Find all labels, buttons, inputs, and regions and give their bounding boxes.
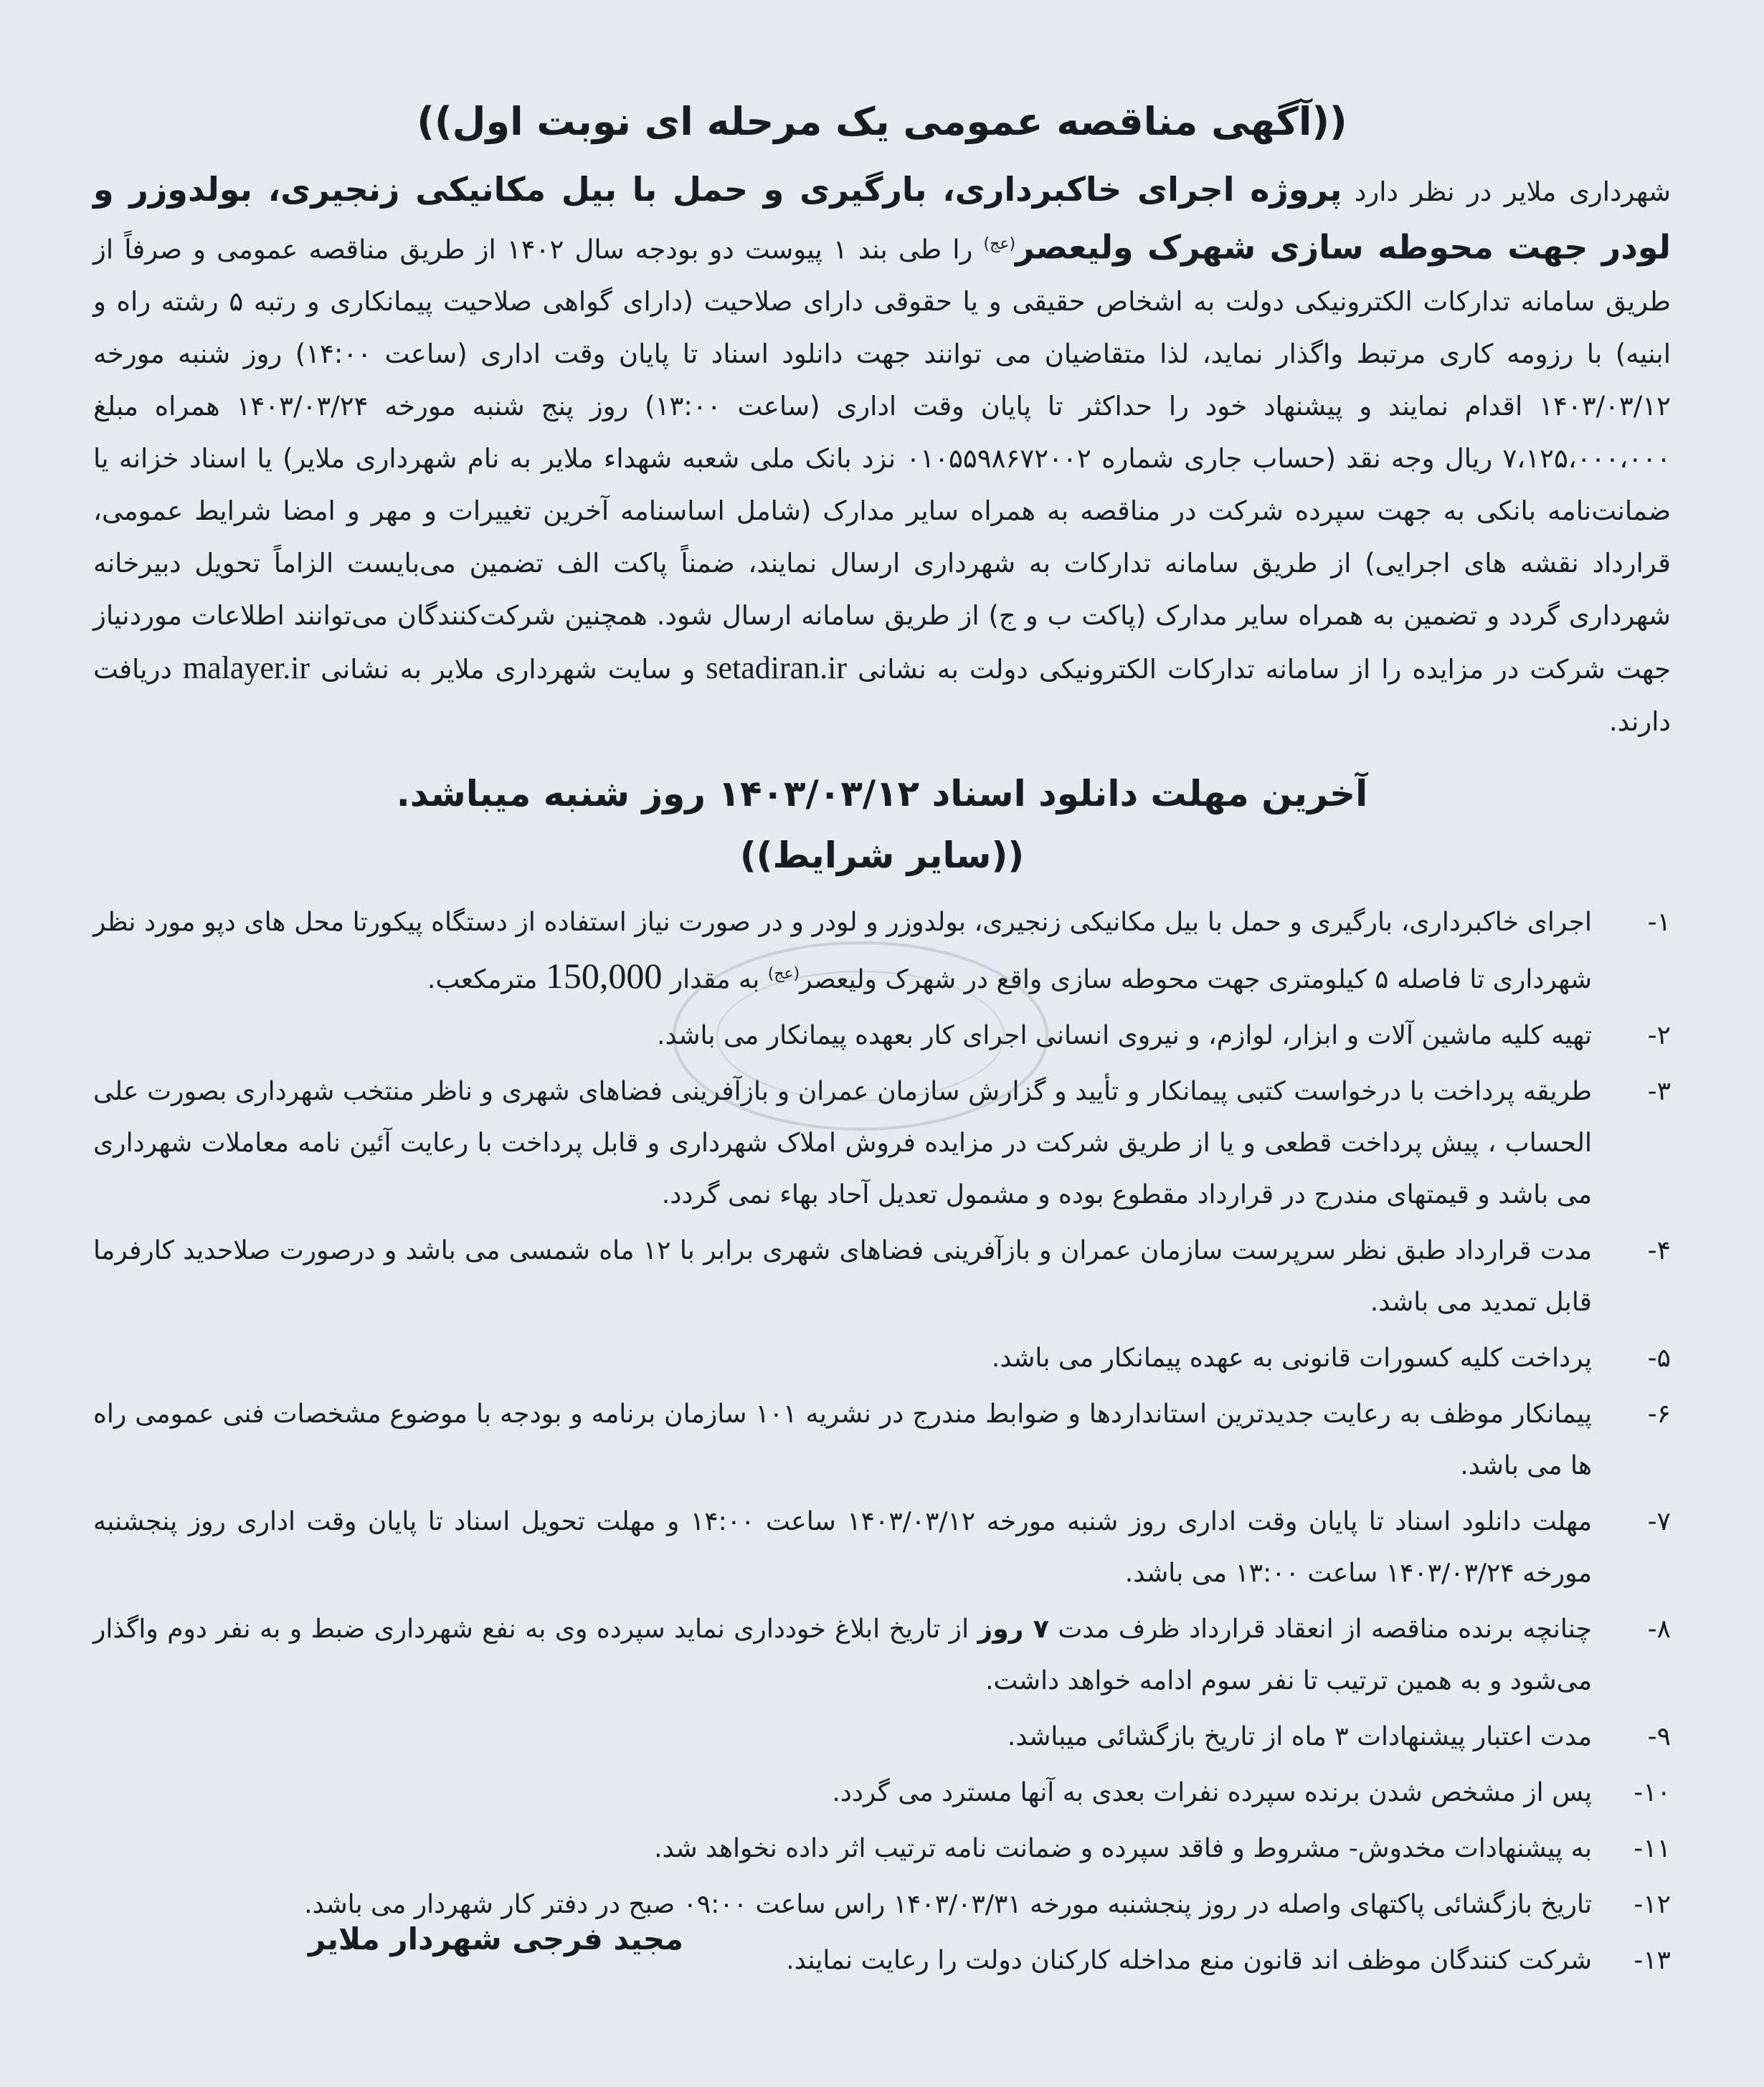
condition-text: پرداخت کلیه کسورات قانونی به عهده پیمانکار می باشد. <box>991 1344 1592 1374</box>
condition-text <box>93 897 1592 1006</box>
condition-text <box>93 1604 1592 1707</box>
condition-text-b: به مقدار <box>662 965 768 995</box>
condition-text: مدت اعتبار پیشنهادات ۳ ماه از تاریخ بازگشائی میباشد. <box>1007 1722 1592 1752</box>
condition-text-b: از تاریخ ابلاغ خودداری نماید سپرده وی به نفع شهرداری ضبط و به نفر دوم واگذار می‌شود و به همین ترتیب تا نفر سوم ادامه خواهد داشت. <box>93 1615 1592 1696</box>
condition-number: ۲- <box>1647 1021 1671 1051</box>
condition-text: مهلت دانلود اسناد تا پایان وقت اداری روز شنبه مورخه ۱۴۰۳/۰۳/۱۲ ساعت ۱۴:۰۰ و مهلت تحویل اسناد تا پایان وقت اداری روز پنجشنبه مورخه ۱۴۰۳/۰۳/۲۴ ساعت ۱۳:۰۰ می باشد. <box>93 1507 1592 1589</box>
condition-text-a: اجرای خاکبرداری، بارگیری و حمل با بیل مکانیکی زنجیری، بولدوزر و لودر و در صورت نیاز استفاده از دستگاه پیکورتا محل های دپو مورد نظر شهرداری تا فاصله ۵ کیلومتری جهت محوطه سازی واقع در شهرک ولیعصر <box>93 908 1592 995</box>
condition-item <box>93 1823 1671 1875</box>
condition-text: مدت قرارداد طبق نظر سرپرست سازمان عمران و بازآفرینی فضاهای شهری برابر با ۱۲ ماه شمسی می باشد و درصورت صلاحدید کارفرما قابل تمدید می باشد. <box>93 1236 1592 1318</box>
notice-title: ((آگهی مناقصه عمومی یک مرحله ای نوبت اول)) <box>417 99 1347 144</box>
intro-p1: شهرداری ملایر در نظر دارد <box>1342 176 1671 207</box>
condition-item <box>93 1496 1671 1599</box>
condition-number: ۱۳- <box>1633 1946 1671 1976</box>
signature: مجید فرجی شهردار ملایر <box>308 1921 684 1957</box>
intro-paragraph <box>93 163 1671 748</box>
condition-item <box>93 1389 1671 1492</box>
condition-text: تاریخ بازگشائی پاکتهای واصله در روز پنجشنبه مورخه ۱۴۰۳/۰۳/۳۱ راس ساعت ۰۹:۰۰ صبح در دفتر کار شهردار می باشد. <box>304 1890 1592 1920</box>
condition-text-a: چنانچه برنده مناقصه از انعقاد قرارداد ظرف مدت <box>1048 1615 1593 1645</box>
condition-text: طریقه پرداخت با درخواست کتبی پیمانکار و تأیید و گزارش سازمان عمران و بازآفرینی فضاهای شهری و ناظر منتخب شهرداری بصورت علی الحساب ، پیش پرداخت قطعی و یا از طریق شرکت در مزایده فروش املاک شهرداری و قابل پرداخت با رعایت آئین نامه معاملات شهرداری می باشد و قیمتهای مندرج در قرارداد مقطوع بوده و مشمول تعدیل آحاد بهاء نمی گردد. <box>93 1077 1592 1210</box>
condition-number: ۷- <box>1647 1507 1671 1537</box>
condition-sup: (عج) <box>767 965 800 984</box>
condition-number: ۹- <box>1647 1722 1671 1752</box>
intro-p2: را طی بند ۱ پیوست دو بودجه سال ۱۴۰۲ از طریق مناقصه عمومی و صرفاً از طریق سامانه تدارکات الکترونیکی دولت به اشخاص حقیقی و یا حقوقی دارای صلاحیت (دارای گواهی صلاحیت پیمانکاری و رتبه ۵ رشته راه و ابنیه) با رزومه کاری مرتبط واگذار نماید، لذا متقاضیان می توانند جهت دانلود اسناد تا پایان وقت اداری (ساعت ۱۴:۰۰) روز شنبه مورخه ۱۴۰۳/۰۳/۱۲ اقدام نمایند و پیشنهاد خود را حداکثر تا پایان وقت اداری (ساعت ۱۳:۰۰) روز پنج شنبه مورخه ۱۴۰۳/۰۳/۲۴ همراه مبلغ ۷،۱۲۵،۰۰۰،۰۰۰ ریال وجه نقد (حساب جاری شماره ۰۱۰۵۵۹۸۶۷۲۰۰۲ نزد بانک ملی شعبه شهداء ملایر به نام شهرداری ملایر) یا اسناد خزانه یا ضمانت‌نامه بانکی به جهت سپرده شرکت در مناقصه به همراه سایر مدارک (شامل اساسنامه آخرین تغییرات و مهر و امضا شرایط عمومی، قرارداد نقشه های اجرایی) از طریق سامانه تدارکات به شهرداری ارسال نمایند، ضمناً پاکت الف تضمین می‌بایست الزاماً تحویل دبیرخانه شهرداری گردد و تضمین به همراه سایر مدارک (پاکت ب و ج) از طریق سامانه ارسال شود. همچنین شرکت‌کنندگان می‌توانند اطلاعات موردنیاز جهت شرکت در مزایده را از سامانه تدارکات الکترونیکی دولت به نشانی <box>93 234 1671 685</box>
deadline-heading: آخرین مهلت دانلود اسناد ۱۴۰۳/۰۳/۱۲ روز شنبه میباشد. <box>396 773 1368 815</box>
condition-number: ۱- <box>1647 908 1671 938</box>
condition-amount: 150,000 <box>545 956 663 997</box>
intro-project: پروژه اجرای خاکبرداری، بارگیری و حمل با بیل مکانیکی زنجیری، بولدوزر و لودر جهت محوطه سازی شهرک ولیعصر <box>93 170 1671 267</box>
condition-text: به پیشنهادات مخدوش- مشروط و فاقد سپرده و ضمانت نامه ترتیب اثر داده نخواهد شد. <box>654 1834 1592 1864</box>
condition-number: ۴- <box>1647 1236 1671 1266</box>
condition-number: ۵- <box>1647 1344 1671 1374</box>
condition-bold: ۷ روز <box>977 1615 1049 1645</box>
malayer-link[interactable]: malayer.ir <box>182 650 310 686</box>
condition-text: تهیه کلیه ماشین آلات و ابزار، لوازم، و نیروی انسانی اجرای کار بعهده پیمانکار می باشد. <box>657 1021 1592 1051</box>
condition-item <box>93 1767 1671 1819</box>
condition-item <box>93 1604 1671 1707</box>
condition-text-c: مترمکعب. <box>427 965 546 995</box>
intro-p4: دریافت دارند. <box>93 654 1671 738</box>
condition-number: ۳- <box>1647 1077 1671 1107</box>
conditions-list <box>93 897 1671 1987</box>
condition-text: شرکت کنندگان موظف اند قانون منع مداخله کارکنان دولت را رعایت نمایند. <box>786 1946 1592 1976</box>
condition-number: ۱۰- <box>1633 1778 1671 1808</box>
condition-item <box>93 1711 1671 1763</box>
condition-text: پیمانکار موظف به رعایت جدیدترین استانداردها و ضوابط مندرج در نشریه ۱۰۱ سازمان برنامه و بودجه با موضوع مشخصات فنی عمومی راه ها می باشد. <box>93 1399 1593 1481</box>
condition-number: ۱۱- <box>1633 1834 1671 1864</box>
condition-number: ۶- <box>1647 1399 1671 1430</box>
condition-number: ۱۲- <box>1633 1890 1671 1920</box>
condition-item <box>93 1225 1671 1328</box>
intro-p3: و سایت شهرداری ملایر به نشانی <box>310 654 706 685</box>
conditions-title: ((سایر شرایط)) <box>739 835 1025 877</box>
condition-item <box>93 1010 1671 1062</box>
condition-text: پس از مشخص شدن برنده سپرده نفرات بعدی به آنها مسترد می گردد. <box>832 1778 1592 1808</box>
condition-item <box>93 897 1671 1006</box>
condition-number: ۸- <box>1647 1615 1671 1645</box>
intro-sup: (عج) <box>983 235 1016 253</box>
condition-item <box>93 1333 1671 1384</box>
setadiran-link[interactable]: setadiran.ir <box>706 650 848 686</box>
condition-item <box>93 1066 1671 1221</box>
